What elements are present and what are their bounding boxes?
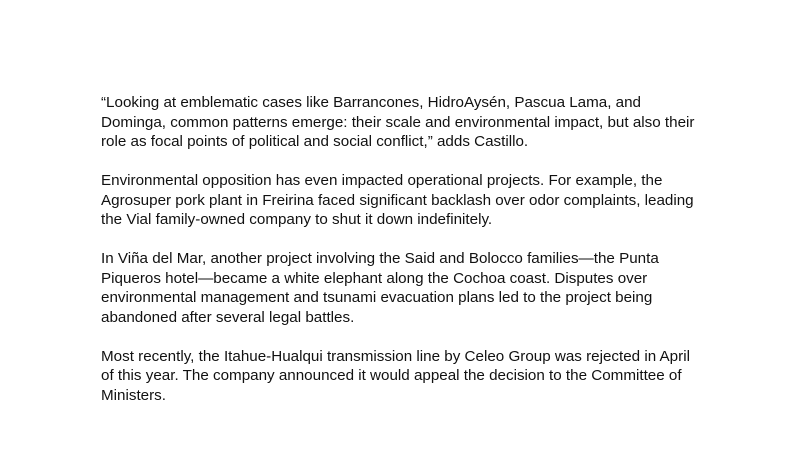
paragraph-vina-del-mar: In Viña del Mar, another project involving the Said and Bolocco families—the Punta Piqueros hotel—became a white elephant along the Cochoa coast. Disputes over environmental management and tsunami evacuation plans led to the project being abandoned after several legal battles.: [101, 250, 659, 326]
paragraph-itahue-hualqui: Most recently, the Itahue-Hualqui transmission line by Celeo Group was rejected in April of this year. The company announced it would appeal the decision to the Committee of Ministers.: [101, 347, 690, 404]
paragraph-environmental-opposition: Environmental opposition has even impacted operational projects. For example, the Agrosuper pork plant in Freirina faced significant backlash over odor complaints, leading the Vial family-owned company to shut it down indefinitely.: [101, 172, 694, 228]
paragraph-castillo-quote: “Looking at emblematic cases like Barrancones, HidroAysén, Pascua Lama, and Dominga, common patterns emerge: their scale and environmental impact, but also their role as focal points of political and social conflict,” adds Castillo.: [101, 94, 695, 150]
article-body: [101, 93, 701, 405]
